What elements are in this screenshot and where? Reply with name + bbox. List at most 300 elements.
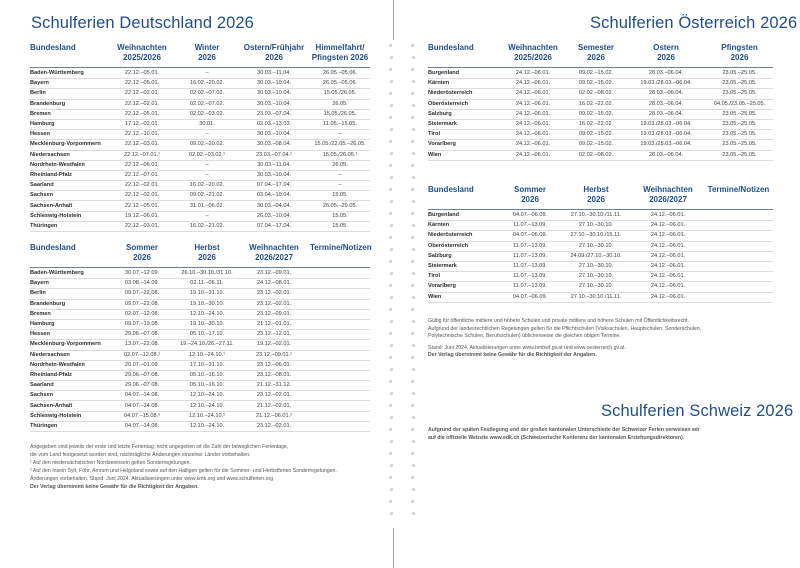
binding-hole [411,116,414,119]
binding-hole [389,308,392,311]
binding-hole [389,452,392,455]
binding-hole [411,332,414,335]
austria-table1-date-cell: 28.03.–06.04. [648,100,684,107]
germany-table1-date-cell: 30.03.–10.04. [256,131,292,138]
germany-table1-date-cell: – [205,131,209,138]
binding-hole [389,188,392,191]
germany-table1-date-cell: 30.03.–08.04. [256,141,292,148]
switzerland-note-line: Aufgrund der späten Festlegung und der großen kantonalen Unterschiede der Schweizer Ferien verweisen wir [428,427,700,433]
binding-hole [390,488,393,491]
austria-table2-date-cell: 27.10.–30.10. [578,273,614,280]
binding-hole [390,200,393,203]
germany-table1-state-cell: Mecklenburg-Vorpommern [30,141,101,148]
germany-table1-date-cell: – [205,212,209,219]
binding-hole [412,104,415,107]
germany-table2-row [30,330,370,340]
binding-hole [389,356,392,359]
germany-table1-date-cell: 02.03.–13.03. [256,121,292,128]
binding-hole [389,212,392,215]
austria-table1-body [428,69,773,161]
binding-hole [390,440,393,443]
binding-hole [390,296,393,299]
germany-table2-date-cell: 04.07.–14.08. [124,392,160,399]
germany-table2-date-cell: 23.12.–09.01. [256,310,292,317]
germany-table2-body [30,269,370,432]
austria-table1-date-cell: 23.05.–25.05. [722,70,757,77]
germany-table1-state-cell: Bremen [30,110,51,117]
germany-table1-date-cell: 22.12.–10.01. [124,131,160,138]
austria-table1-date-cell: 09.02.–15.02. [578,80,614,87]
austria-table1-state-cell: Burgenland [428,70,460,77]
germany-table2-date-cell: 02.07.–12.08.¹ [123,351,161,358]
germany-table2-row [30,361,370,371]
austria-table1-row [428,69,773,79]
germany-table2-date-cell: 19.10.–30.10. [189,300,225,307]
austria-table2-row [428,252,773,262]
germany-table2-date-cell: 05.10.–16.10. [189,382,225,389]
germany-note-line: Angegeben sind jeweils der erste und letzte Ferientag; nicht angegeben ist die Zahl der beweglichen Ferientage, [30,444,289,450]
binding-hole [389,236,392,239]
austria-table2-date-cell: 11.07.–13.09. [513,283,547,290]
austria-table2-date-cell: 11.07.–13.09. [513,252,547,259]
germany-table1-row [30,151,370,161]
binding-hole [389,476,392,479]
austria-table1-header-0: Bundesland [428,43,474,52]
austria-table1-date-cell: 04.05./23.05.–25.05. [713,100,766,107]
austria-table1-row [428,110,773,120]
germany-table2-date-cell: 12.10.–24.10.¹ [188,351,226,358]
austria-table1-header-2: Semester 2026 [577,43,615,62]
germany-table1-date-cell: 09.02.–21.02. [189,192,225,199]
austria-table1-date-cell: 23.05.–25.05. [722,151,757,158]
austria-table2-row [428,262,773,272]
germany-table2-date-cell: 05.10.–16.10. [189,371,225,378]
germany-table2-state-cell: Bremen [30,310,51,317]
germany-table1-state-cell: Niedersachsen [30,151,70,158]
germany-table1-state-cell: Sachsen [30,192,54,199]
binding-hole [390,320,393,323]
austria-table1-date-cell: 19.03./28.03.–06.04. [640,131,692,138]
germany-table1-date-cell: 19.12.–06.01. [124,212,160,219]
germany-table1-date-cell: 22.12.–03.01. [124,222,160,229]
germany-table1-date-cell: 26.05. [332,100,348,107]
binding-hole [412,80,415,83]
austria-table1-date-cell: 23.05.–25.05. [722,121,757,128]
austria-table1-date-cell: 23.05.–25.05. [722,80,757,87]
binding-hole [390,272,393,275]
germany-table1-row [30,120,370,130]
austria-table1-header-4: Pfingsten 2026 [721,43,758,62]
austria-table2-date-cell: 11.07.–13.09. [513,242,547,249]
germany-table2-row [30,300,370,310]
germany-table1-date-cell: 26.03.–10.04. [256,212,292,219]
austria-table1-date-cell: 19.03./28.03.–06.04. [640,141,692,148]
austria-table1-state-cell: Kärnten [428,80,450,87]
austria-table1-rule [428,67,773,68]
austria-table2-date-cell: 27.10.–30.10./15.11. [570,232,622,239]
austria-table1-date-cell: 02.02.–08.02. [578,151,614,158]
austria-table2-date-cell: 24.12.–06.01. [650,252,686,259]
germany-table2-date-cell: 19.10.–30.10. [189,321,225,328]
austria-table1-date-cell: 16.02.–22.02. [578,100,614,107]
austria-table2-date-cell: 27.10.–30.10. [578,222,614,229]
germany-table1-date-cell: 22.12.–07.01. [124,171,160,178]
binding-hole [411,452,414,455]
germany-table2-date-cell: 13.07.–22.08. [124,341,160,348]
binding-hole [411,428,414,431]
binding-hole [390,344,393,347]
austria-table2-rule [428,209,773,210]
germany-table1-state-cell: Bayern [30,80,49,87]
germany-table1-row [30,89,370,99]
austria-table1-row [428,130,773,140]
austria-table2-date-cell: 27.10.–30.10./11.11. [570,293,622,300]
germany-table1-date-cell: 22.12.–05.01. [124,80,160,87]
germany-table2-row [30,269,370,279]
germany-table2-date-cell: 26.10.–30.10./31.10. [181,270,233,277]
austria-note-line: Gültig für öffentliche mittlere und höhere Schulen und private mittlere und höhere Schulen mit Öffentlichkeitsrecht. [428,318,690,324]
germany-table2-date-cell: 23.12.–06.01. [256,361,292,368]
germany-table1-state-cell: Brandenburg [30,100,66,107]
austria-table2-row [428,282,773,292]
germany-table2-date-cell: 12.10.–24.10. [189,422,225,429]
germany-table1-header-0: Bundesland [30,43,76,52]
binding-hole [389,116,392,119]
switzerland-notes [428,427,700,442]
germany-table1-state-cell: Berlin [30,90,46,97]
germany-table2-row [30,310,370,320]
austria-table1-date-cell: 24.12.–06.01. [515,80,551,87]
germany-table1-date-cell: 02.02.–03.02. [189,110,225,117]
switzerland-note-line: auf die offizielle Website www.edk.ch (Schweizerische Konferenz der kantonalen Erziehungsdirektoren). [428,434,685,441]
germany-table1-body [30,69,370,232]
austria-table1-date-cell: 09.02.–15.02. [578,110,614,117]
binding-hole [389,332,392,335]
austria-table1-date-cell: 09.02.–15.02. [578,70,614,77]
germany-table1-date-cell: 30.03.–10.04. [256,171,292,178]
binding-hole [412,368,415,371]
germany-table2-row [30,412,370,422]
germany-table1-date-cell: 22.12.–07.01.¹ [123,151,161,158]
germany-table2-date-cell: 02.11.–06.11. [190,280,224,287]
austria-table1-date-cell: 24.12.–06.01. [515,151,551,158]
germany-table1-date-cell: 22.12.–06.01. [124,161,160,168]
germany-table2-date-cell: 04.07.–14.08. [124,402,160,409]
austria-table2-date-cell: 24.12.–06.01. [650,273,686,280]
binding-hole [412,272,415,275]
germany-table1-date-cell: 30.03.–10.04. [256,100,292,107]
austria-table2-row [428,231,773,241]
germany-table1-date-cell: 16.02.–20.02. [189,80,225,87]
germany-table1-date-cell: 09.02.–20.02. [189,141,225,148]
binding-hole [390,512,393,515]
austria-table2-state-cell: Burgenland [428,212,460,219]
binding-hole [390,128,393,131]
austria-title: Schulferien Österreich 2026 [590,14,798,32]
austria-table2-state-cell: Steiermark [428,263,457,270]
austria-table1-date-cell: 24.12.–06.01. [515,90,551,97]
germany-table2-row [30,422,370,432]
germany-table1-date-cell: 26.05.–29.05. [322,202,358,209]
germany-table1-date-cell: – [338,171,342,178]
austria-table2-date-cell: 27.10.–30.10./11.11. [570,212,622,219]
austria-table2-state-cell: Wien [428,293,442,300]
austria-table1-date-cell: 28.03.–06.04. [648,70,684,77]
binding-hole [412,200,415,203]
binding-hole [412,152,415,155]
germany-table1-date-cell: 22.12.–05.01. [124,70,160,77]
germany-table2-state-cell: Nordrhein-Westfalen [30,361,85,368]
germany-table2-date-cell: 09.07.–22.08. [124,300,160,307]
binding-hole [411,500,414,503]
austria-table2-header-2: Herbst 2026 [583,185,609,204]
germany-table1-date-cell: 15.05. [332,212,348,219]
austria-table2-date-cell: 04.07.–06.09. [512,232,548,239]
germany-table1-date-cell: 15.05. [332,192,348,199]
austria-table1-date-cell: 28.03.–06.04. [648,110,684,117]
germany-table1-header-2: Winter 2026 [194,43,220,62]
germany-table2-date-cell: 12.10.–24.10. [189,310,225,317]
binding-hole [390,104,393,107]
germany-table1-row [30,191,370,201]
austria-table2-state-cell: Salzburg [428,252,452,259]
austria-table1-date-cell: 09.02.–15.02. [578,141,614,148]
germany-note-line: ¹ Auf den niedersächsischen Nordseeinseln gelten Sonderregelungen. [30,460,191,467]
germany-table1-date-cell: 23.03.–07.04.¹ [255,151,293,158]
germany-table2-date-cell: 21.12.–01.01. [256,321,292,328]
austria-table2-date-cell: 24.12.–06.01. [650,232,686,239]
austria-table1-date-cell: 28.03.–06.04. [648,90,684,97]
binding-hole [390,368,393,371]
germany-table1-date-cell: 15.05./26.05. [323,90,357,97]
austria-table2-body [428,211,773,303]
austria-table1-row [428,89,773,99]
binding-hole [389,260,392,263]
binding-hole [412,416,415,419]
germany-table2-date-cell: 17.10.–31.10. [189,361,225,368]
austria-table2-date-cell: 11.07.–13.09. [513,273,547,280]
austria-table2-state-cell: Niederösterreich [428,232,473,239]
austria-table2-row [428,211,773,221]
germany-note-line: Änderungen vorbehalten. Stand: Juni 2024. Aktualisierungen unter www.kmk.org und www.schulferien.org. [30,476,275,483]
germany-table1-date-cell: 22.12.–02.01. [124,100,160,107]
binding-hole [390,176,393,179]
germany-table2-date-cell: 19.12.–02.01. [256,341,292,348]
austria-table2-date-cell: 27.10.–30.10. [578,242,614,249]
germany-table1-row [30,130,370,140]
germany-table1-date-cell: 16.02.–20.02. [189,182,225,189]
germany-table1-state-cell: Nordrhein-Westfalen [30,161,85,168]
austria-page [400,0,800,568]
germany-table1-date-cell: – [338,182,342,189]
binding-hole [411,44,414,47]
austria-table2-row [428,242,773,252]
binding-hole [390,248,393,251]
germany-table1-date-cell: 30.03.–11.04. [257,161,291,168]
austria-table2-date-cell: 27.10.–30.10. [578,283,614,290]
germany-table1-date-cell: 23.03.–07.04. [256,110,292,117]
germany-table2-date-cell: 19.10.–31.10. [189,290,225,297]
germany-table2-row [30,371,370,381]
binding-hole [389,284,392,287]
germany-table2-date-cell: 29.06.–07.08. [124,331,160,338]
austria-table1-row [428,140,773,150]
germany-table1-date-cell: 30.03.–11.04. [257,70,291,77]
binding-hole [411,188,414,191]
binding-hole [389,92,392,95]
germany-table1-row [30,201,370,211]
germany-note-line: Der Verlag übernimmt keine Gewähr für die Richtigkeit der Angaben. [30,483,199,490]
germany-table2-date-cell: 21.12.–02.01. [256,402,292,409]
binding-hole [411,68,414,71]
austria-table2-header-1: Sommer 2026 [513,185,546,204]
austria-table1-row [428,151,773,161]
austria-table1-date-cell: 24.12.–06.01. [515,121,551,128]
binding-hole [389,404,392,407]
germany-table2-date-cell: 29.06.–07.08. [124,371,160,378]
binding-hole [390,416,393,419]
binding-hole [412,488,415,491]
germany-table2-date-cell: 05.10.–17.10. [189,331,225,338]
binding-hole [412,296,415,299]
germany-table1-state-cell: Sachsen-Anhalt [30,202,73,209]
austria-table2-date-cell: 04.07.–06.09. [512,293,548,300]
austria-table2-date-cell: 24.12.–06.01. [650,283,686,290]
germany-table2-rule [30,267,370,268]
germany-table1-date-cell: 22.12.–02.01. [124,182,160,189]
binding-hole [412,464,415,467]
binding-hole [389,500,392,503]
austria-table1-state-cell: Niederösterreich [428,90,473,97]
binding-hole [390,224,393,227]
binding-hole [412,248,415,251]
austria-table2-header-3: Weihnachten 2026/2027 [643,185,693,204]
germany-table1-header-3: Ostern/Frühjahr 2026 [243,43,305,62]
germany-table1-date-cell: 03.04.–10.04. [256,192,292,199]
austria-table2-state-cell: Oberösterreich [428,242,469,249]
austria-table1-date-cell: 23.05.–25.05. [722,131,757,138]
germany-table1-date-cell: 22.12.–02.01. [124,90,160,97]
austria-table1-date-cell: 24.12.–06.01. [515,131,551,138]
germany-table2-date-cell: 21.12.–06.01.² [255,412,293,419]
germany-table1-date-cell: 15.05./22.05.–26.05. [314,141,366,148]
binding-hole [412,320,415,323]
germany-table2-row [30,381,370,391]
binding-hole [390,56,393,59]
germany-table2-header-4: Termine/Notizen [310,243,372,252]
binding-hole [389,164,392,167]
germany-note-line: die vom Land festgesetzt worden sind, nachträgliche Änderungen einzelner Länder vorbehalten. [30,451,251,458]
germany-table2-header [30,243,370,263]
binding-hole [412,344,415,347]
binding-hole [412,440,415,443]
germany-table2-date-cell: 03.08.–14.09. [124,280,160,287]
binding-hole [412,392,415,395]
germany-table2-state-cell: Baden-Württemberg [30,270,84,277]
germany-table1-row [30,181,370,191]
germany-table2-date-cell: 24.12.–08.01. [256,280,292,287]
austria-table1-row [428,79,773,89]
germany-table2-state-cell: Rheinland-Pfalz [30,371,72,378]
austria-table2-header-4: Termine/Notizen [707,185,770,194]
binding-hole [411,260,414,263]
binding-hole [412,128,415,131]
germany-note-line: ² Auf den Inseln Sylt, Föhr, Amrum und Helgoland sowie auf den Halligen gelten für die Sommer- und Herbstferien Sonderregelungen. [30,467,337,474]
binding-hole [411,164,414,167]
germany-table1-date-cell: 26.05.–05.06. [322,80,358,87]
germany-table1-row [30,222,370,232]
germany-table2-row [30,340,370,350]
germany-table1-date-cell: – [205,171,209,178]
germany-table1-row [30,79,370,89]
austria-table2-date-cell: 24.12.–06.01. [650,242,686,249]
binding-hole [412,176,415,179]
austria-table1-date-cell: 19.03./28.03.–06.04. [640,121,692,128]
binding-hole [411,476,414,479]
austria-table1-state-cell: Vorarlberg [428,141,456,148]
austria-table1-state-cell: Salzburg [428,110,452,117]
germany-table2-state-cell: Saarland [30,382,54,389]
germany-table2-date-cell: 23.12.–08.01. [256,371,292,378]
austria-table2-state-cell: Tirol [428,273,441,280]
austria-table2-date-cell: 27.10.–30.10. [578,263,614,270]
binding-hole [390,152,393,155]
germany-table2-date-cell: 29.06.–07.08. [124,382,160,389]
germany-table2-date-cell: 09.07.–22.08. [124,290,160,297]
binding-holes-left [384,0,398,568]
germany-table1-rule [30,67,370,68]
austria-table2-date-cell: 24.12.–06.01. [650,222,686,229]
germany-table1-header-1: Weihnachten 2025/2026 [117,43,167,62]
austria-table2-date-cell: 11.07.–13.09. [513,263,547,270]
germany-table2-row [30,401,370,411]
binding-hole [412,224,415,227]
germany-table1-date-cell: 02.02.–03.02.¹ [188,151,226,158]
austria-table2-state-cell: Kärnten [428,222,450,229]
germany-table1-date-cell: 22.12.–05.01. [124,202,160,209]
germany-table2-date-cell: 19.–24.10./26.–27.11. [179,341,235,348]
germany-table1-date-cell: 22.12.–02.01. [124,192,160,199]
germany-table1-date-cell: 02.02.–07.02. [189,100,225,107]
austria-table2-row [428,221,773,231]
austria-table1-date-cell: 23.05.–25.05. [722,90,757,97]
austria-table2-date-cell: 24.12.–06.01. [650,212,686,219]
binding-hole [412,56,415,59]
germany-table2-date-cell: 04.07.–15.08.² [123,412,161,419]
austria-table2-date-cell: 24.12.–06.01. [650,263,686,270]
germany-table1-state-cell: Schleswig-Holstein [30,212,82,219]
austria-table2-date-cell: 24.09./27.10.–30.10. [570,252,622,259]
germany-table2-header-0: Bundesland [30,243,76,252]
austria-table1-state-cell: Tirol [428,131,441,138]
binding-hole [411,404,414,407]
germany-table1-date-cell: 15.05./26.05. [323,110,357,117]
germany-table1-state-cell: Hessen [30,131,50,138]
germany-table2-state-cell: Mecklenburg-Vorpommern [30,341,101,348]
germany-table1-date-cell: 07.04.–17.04. [256,182,292,189]
germany-table2-row [30,320,370,330]
germany-table1-date-cell: 15.05. [332,222,348,229]
germany-table1-date-cell: 16.02.–21.02. [189,222,225,229]
germany-table1-date-cell: 30.01. [199,121,215,128]
germany-table2-date-cell: 23.12.–02.01. [256,290,292,297]
germany-table2-state-cell: Brandenburg [30,300,66,307]
germany-table2-state-cell: Niedersachsen [30,351,70,358]
germany-table2-header-2: Herbst 2026 [194,243,220,262]
germany-table1-date-cell: 15.05./26.05.¹ [322,151,358,158]
germany-table1-date-cell: 31.01.–06.02. [189,202,225,209]
germany-table1-date-cell: 11.05.–15.05. [323,121,357,128]
